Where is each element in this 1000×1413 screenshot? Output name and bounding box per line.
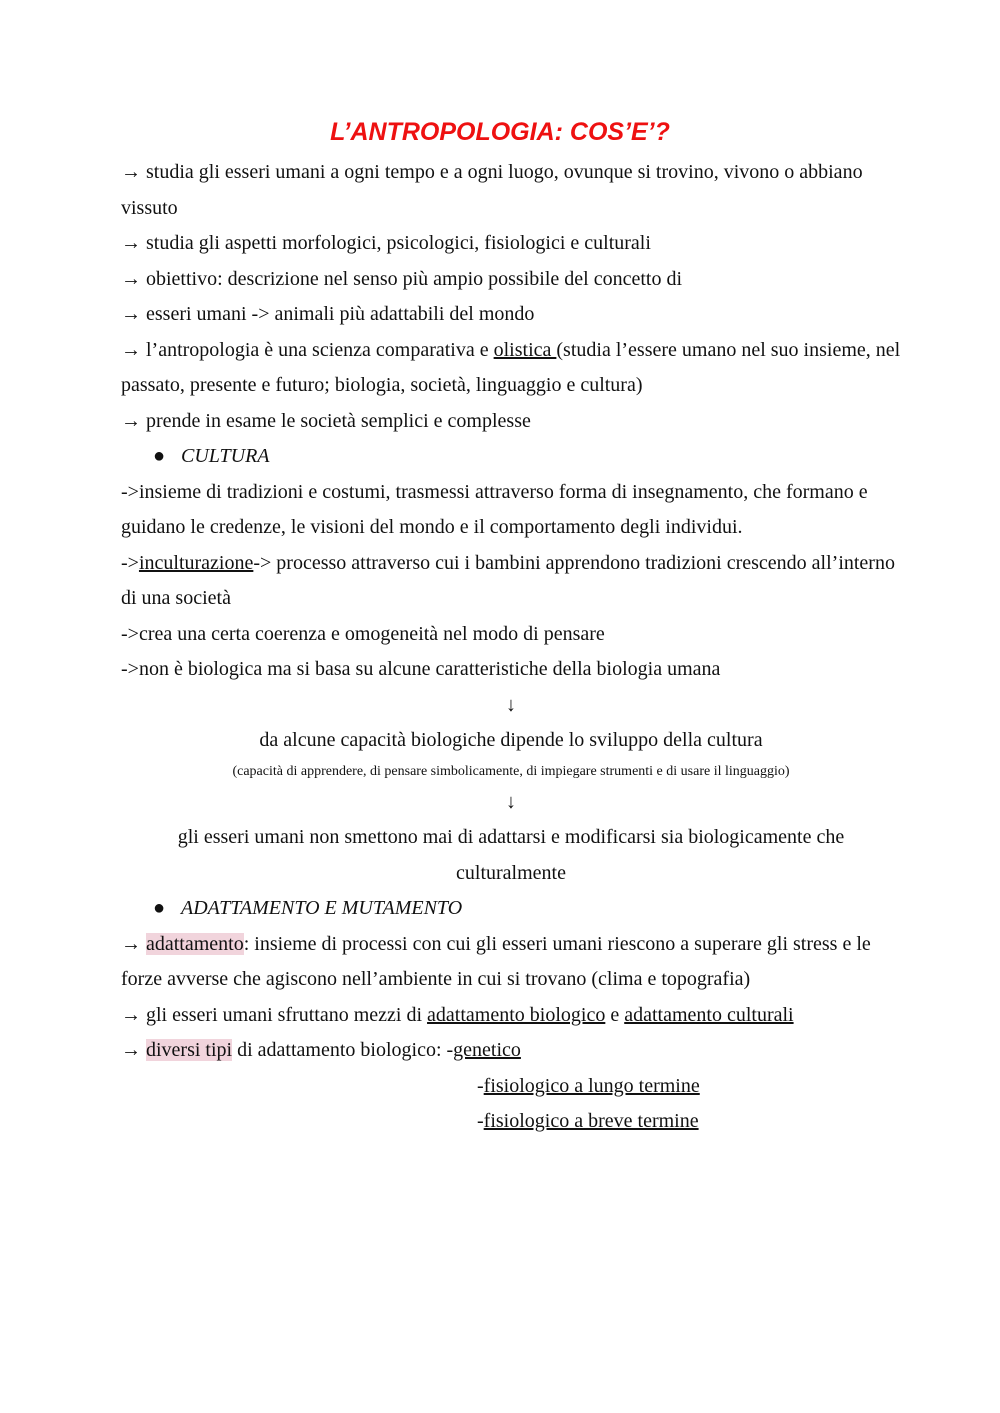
paragraph-line: → prende in esame le società semplici e complesse [121, 409, 531, 432]
underlined-term: fisiologico a breve termine [483, 1110, 699, 1132]
underlined-term: olistica [493, 338, 557, 361]
text-span: di adattamento biologico: - [232, 1039, 454, 1061]
text-span: → [121, 1039, 146, 1061]
paragraph-line [121, 927, 901, 998]
text-span: -> [121, 551, 139, 574]
text-span: : insieme di processi con cui gli esseri umani riescono a superare gli stress e le forze avverse che agiscono nell’ambiente in cui si trovano (clima e topografia) [121, 932, 871, 990]
underlined-term: adattamento culturali [624, 1003, 794, 1026]
paragraph-line: ->insieme di tradizioni e costumi, trasmessi attraverso forma di insegnamento, che formano e guidano le credenze, le visioni del mondo e il comportamento degli individui. [121, 480, 868, 538]
section-heading-adattamento [121, 891, 901, 927]
text-span: (studia l’essere umano nel suo insieme, nel passato, presente e futuro; biologia, società, linguaggio e cultura) [121, 338, 901, 396]
text-span: -> processo attraverso cui i bambini apprendono tradizioni crescendo all’interno di una società [121, 551, 895, 609]
paragraph-line [121, 546, 901, 617]
list-item [121, 1104, 901, 1140]
highlighted-term: adattamento [146, 932, 244, 955]
page-title: L’ANTROPOLOGIA: COS’E’? [330, 118, 670, 146]
paragraph-line [121, 1033, 901, 1069]
paragraph-line: → studia gli aspetti morfologici, psicologici, fisiologici e culturali [121, 232, 651, 254]
bullet-icon: ● [153, 897, 166, 919]
underlined-term: inculturazione [138, 551, 254, 574]
underlined-term: adattamento biologico [427, 1003, 606, 1026]
down-arrow-icon: ↓ [506, 790, 516, 813]
text-span: → l’antropologia è una scienza comparativa e [121, 338, 494, 361]
paragraph-line: → esseri umani -> animali più adattabili del mondo [121, 303, 535, 325]
section-heading-text: ADATTAMENTO E MUTAMENTO [181, 897, 463, 919]
paragraph-line [121, 998, 901, 1034]
text-span: - [477, 1074, 484, 1097]
centered-note: (capacità di apprendere, di pensare simbolicamente, di impiegare strumenti e di usare il linguaggio) [232, 763, 790, 779]
down-arrow-icon: ↓ [506, 693, 516, 716]
paragraph-line: ->non è biologica ma si basa su alcune caratteristiche della biologia umana [121, 658, 721, 680]
underlined-term: genetico [453, 1039, 521, 1061]
list-item [121, 1069, 901, 1105]
text-span: - [477, 1110, 484, 1132]
centered-statement: da alcune capacità biologiche dipende lo sviluppo della cultura [259, 729, 763, 751]
paragraph-line: ->crea una certa coerenza e omogeneità nel modo di pensare [121, 622, 605, 645]
underlined-term: fisiologico a lungo termine [483, 1074, 700, 1097]
section-heading-cultura [121, 439, 901, 475]
paragraph-line [121, 333, 901, 404]
section-heading-text: CULTURA [181, 445, 270, 467]
document-body [121, 155, 901, 1140]
bullet-icon: ● [153, 445, 166, 467]
text-span: → gli esseri umani sfruttano mezzi di [121, 1003, 428, 1026]
text-span: → [121, 932, 146, 955]
highlighted-term: diversi tipi [146, 1039, 233, 1061]
paragraph-line: → studia gli esseri umani a ogni tempo e a ogni luogo, ovunque si trovino, vivono o abbiano vissuto [121, 161, 863, 219]
centered-statement: gli esseri umani non smettono mai di adattarsi e modificarsi sia biologicamente che culturalmente [177, 826, 845, 884]
text-span: e [605, 1003, 625, 1026]
paragraph-line: → obiettivo: descrizione nel senso più ampio possibile del concetto di [121, 267, 682, 290]
